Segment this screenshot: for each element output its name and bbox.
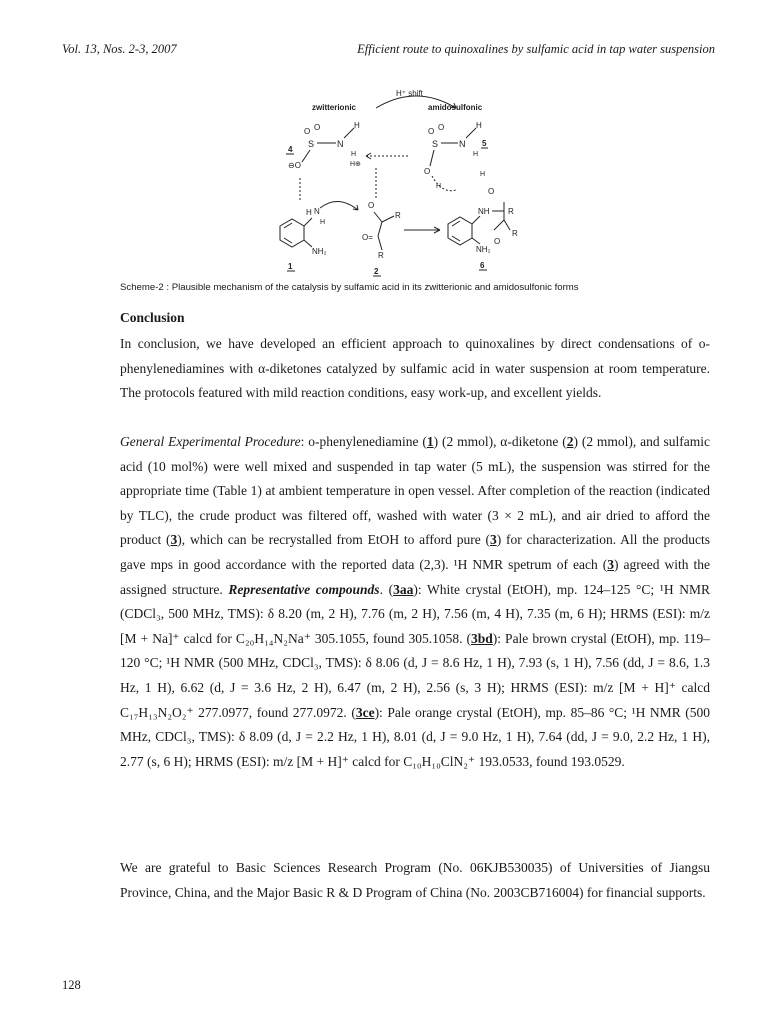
procedure-text-2: ) (2 mmol), α-diketone ( — [433, 434, 567, 449]
svg-text:R: R — [512, 229, 518, 238]
svg-text:NH: NH — [478, 207, 490, 216]
procedure-text-9: ): Pale brown crystal (EtOH), mp. 119–120 °C; ¹H NMR (500 MHz, CDCl₃, TMS): δ 8.06 (d, J = 8.6 Hz, 1 H), 7.93 (s, 1 H), 7.56 (dd, J = 8.6, 1.3 Hz, 1 H), 6.62 (d, J = 3.6 Hz, 2 H), 6.47 (m, 2 H), 2.56 (s, 3 H); HRMS (ESI): m/z [M + H]⁺ calcd C₁₇H₁₃N₂O₂⁺ 277.0977, found 277.0972. ( — [120, 630, 710, 720]
compound-4-label: 4 — [288, 145, 293, 154]
compound-ref-3a: 3 — [170, 532, 178, 548]
procedure-label: General Experimental Procedure — [120, 434, 301, 449]
svg-text:H: H — [306, 208, 312, 217]
compound-ref-3b: 3 — [489, 532, 497, 548]
conclusion-paragraph: In conclusion, we have developed an efficient approach to quinoxalines by direct condensations of o-phenylenediamines with α-diketones catalyzed by sulfamic acid in water suspension at room temperature. The protocols featured with mild reaction conditions, easy work-up, and excellent yields. — [120, 336, 710, 401]
compound-ref-3aa: 3aa — [393, 581, 414, 597]
compound-ref-3c: 3 — [607, 556, 614, 572]
compound-ref-2: 2 — [566, 434, 574, 449]
svg-text:H: H — [320, 219, 326, 226]
svg-text:H: H — [480, 171, 486, 178]
procedure-text-4: ), which can be recrystalled from EtOH to afford pure ( — [177, 532, 490, 548]
svg-text:S: S — [432, 139, 439, 149]
page-number: 128 — [62, 978, 81, 992]
representative-label: Representative compounds — [228, 581, 380, 597]
procedure-text-8: ): White crystal (EtOH), mp. 124–125 °C; ¹H NMR (CDCl₃, 500 MHz, TMS): δ 8.20 (m, 2 H), 7.76 (m, 2 H), 7.56 (m, 4 H), 7.35 (m, 6 H); HRMS (ESI): m/z [M + Na]⁺ calcd for C₂₀H₁₄N₂Na⁺ 305.1055, found 305.1058. ( — [120, 581, 710, 646]
procedure-text-10: ): Pale orange crystal (EtOH), mp. 85–86 °C; ¹H NMR (500 MHz, CDCl₃, TMS): δ 8.09 (d, J = 2.2 Hz, 1 H), 8.01 (d, J = 9.0 Hz, 1 H), 7.64 (dd, J = 9.0, 2.2 Hz, 1 H), 2.77 (s, 6 H); HRMS (ESI): m/z [M + H]⁺ calcd for C₁₀H₁₀ClN₂⁺ 193.0533, found 193.0529. — [120, 704, 710, 769]
procedure-text-1: : o-phenylenediamine ( — [300, 434, 427, 449]
compound-5-label: 5 — [482, 139, 487, 148]
svg-text:O: O — [368, 201, 375, 210]
conclusion-heading: Conclusion — [120, 310, 185, 325]
amidosulfonic-label: amidosulfonic — [428, 103, 483, 112]
compound-1-label: 1 — [288, 262, 293, 271]
svg-text:⊖O: ⊖O — [288, 161, 301, 170]
svg-text:H: H — [436, 183, 442, 190]
compound-ref-1: 1 — [426, 434, 434, 449]
svg-text:H⊕: H⊕ — [350, 161, 361, 168]
svg-text:NH₂: NH₂ — [476, 245, 491, 254]
svg-text:R: R — [395, 211, 401, 220]
svg-text:O: O — [494, 237, 501, 246]
svg-text:R: R — [508, 207, 514, 216]
svg-text:NH₂: NH₂ — [312, 247, 327, 256]
procedure-text-5: ) for characterization. All the products gave mps in good accordance with the reported data (2,3). ¹H NMR spetrum of each ( — [120, 532, 710, 572]
svg-text:S: S — [308, 139, 315, 149]
svg-text:H: H — [354, 121, 360, 130]
svg-text:O: O — [428, 127, 435, 136]
running-header-title: Efficient route to quinoxalines by sulfamic acid in tap water suspension — [357, 42, 715, 56]
svg-text:H: H — [351, 151, 357, 158]
running-header-volume: Vol. 13, Nos. 2-3, 2007 — [62, 42, 177, 56]
svg-text:N: N — [314, 207, 320, 216]
acknowledgement-paragraph: We are grateful to Basic Sciences Research Program (No. 06KJB530035) of Universities of Jiangsu Province, China, and the Major Basic R & D Program of China (No. 2003CB716004) for financial supports. — [120, 860, 710, 900]
svg-text:N: N — [337, 139, 344, 149]
compound-6-label: 6 — [480, 261, 485, 270]
procedure-paragraph — [120, 430, 710, 774]
procedure-text-3: ) (2 mmol), and sulfamic acid (10 mol%) were well mixed and suspended in tap water (5 mL), the suspension was stirred for the appropriate time (Table 1) at ambient temperature in open vessel. After completion of the reaction (indicated by TLC), the crude product was filtered off, washed with water (3 × 2 mL), and air dried to afford the product ( — [120, 434, 710, 548]
svg-text:H: H — [476, 121, 482, 130]
svg-text:O: O — [424, 167, 431, 176]
zwitterionic-label: zwitterionic — [312, 103, 357, 112]
svg-text:O: O — [488, 187, 495, 196]
compound-ref-3ce: 3ce — [355, 704, 375, 720]
svg-text:R: R — [378, 251, 384, 260]
svg-text:O: O — [304, 127, 311, 136]
scheme-caption: Scheme-2 : Plausible mechanism of the catalysis by sulfamic acid in its zwitterionic and amidosulfonic forms — [120, 282, 579, 293]
svg-text:O: O — [438, 123, 445, 132]
procedure-text-6: ) agreed with the assigned structure. — [120, 556, 710, 597]
svg-text:H: H — [473, 151, 479, 158]
procedure-text-7: . ( — [379, 581, 394, 597]
compound-ref-3bd: 3bd — [470, 630, 493, 646]
svg-text:O: O — [314, 123, 321, 132]
compound-2-label: 2 — [374, 267, 379, 276]
svg-text:N: N — [459, 139, 466, 149]
svg-text:O=: O= — [362, 233, 373, 242]
scheme-2-figure — [258, 84, 558, 284]
h-shift-label: H⁺ shift — [396, 89, 423, 98]
reaction-mechanism-diagram — [258, 84, 558, 284]
